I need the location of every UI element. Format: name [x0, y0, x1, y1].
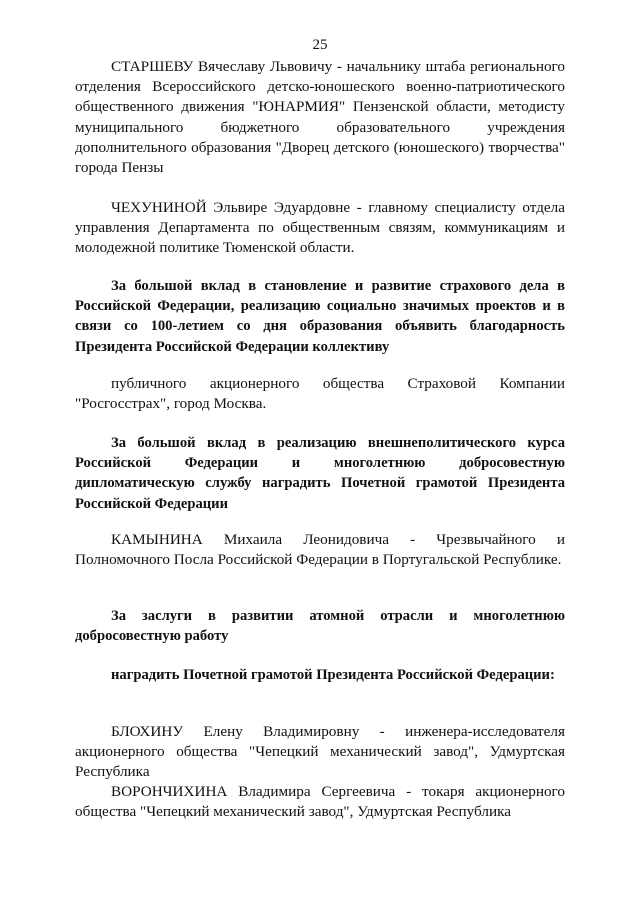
award-paragraph-voronchikhin: ВОРОНЧИХИНА Владимира Сергеевича - токаря акционерного общества "Чепецкий механический завод", Удмуртская Республика	[75, 783, 565, 821]
award-paragraph-starshev: СТАРШЕВУ Вячеславу Львовичу - начальнику штаба регионального отделения Всероссийского детско-юношеского военно-патриотического общественного движения "ЮНАРМИЯ" Пензенской области, методисту муниципального бюджетного образовательного учреждения дополнительного образования "Дворец детского (юношеского) творчества" города Пензы	[75, 58, 565, 177]
award-paragraph-blokhina: БЛОХИНУ Елену Владимировну - инженера-исследователя акционерного общества "Чепецкий механический завод", Удмуртская Республика	[75, 723, 565, 781]
award-paragraph-rosgosstrakh: публичного акционерного общества Страховой Компании "Росгосстрах", город Москва.	[75, 375, 565, 413]
decree-heading-atomic: За заслуги в развитии атомной отрасли и многолетнюю добросовестную работу	[75, 608, 565, 645]
page-number: 25	[312, 37, 328, 53]
award-paragraph-chekhunina: ЧЕХУНИНОЙ Эльвире Эдуардовне - главному специалисту отдела управления Департамента по общественным связям, коммуникациям и молодежной политике Тюменской области.	[75, 199, 565, 257]
decree-heading-award: наградить Почетной грамотой Президента Российской Федерации:	[111, 667, 555, 683]
decree-heading-diplomacy: За большой вклад в реализацию внешнеполитического курса Российской Федерации и многолетнюю добросовестную дипломатическую службу наградить Почетной грамотой Президента Российской Федерации	[75, 435, 565, 512]
award-paragraph-kamynin: КАМЫНИНА Михаила Леонидовича - Чрезвычайного и Полномочного Посла Российской Федерации в Португальской Республике.	[75, 531, 565, 569]
decree-heading-insurance: За большой вклад в становление и развитие страхового дела в Российской Федерации, реализацию социально значимых проектов и в связи со 100-летием со дня образования объявить благодарность Президента Российской Федерации коллективу	[75, 278, 565, 355]
